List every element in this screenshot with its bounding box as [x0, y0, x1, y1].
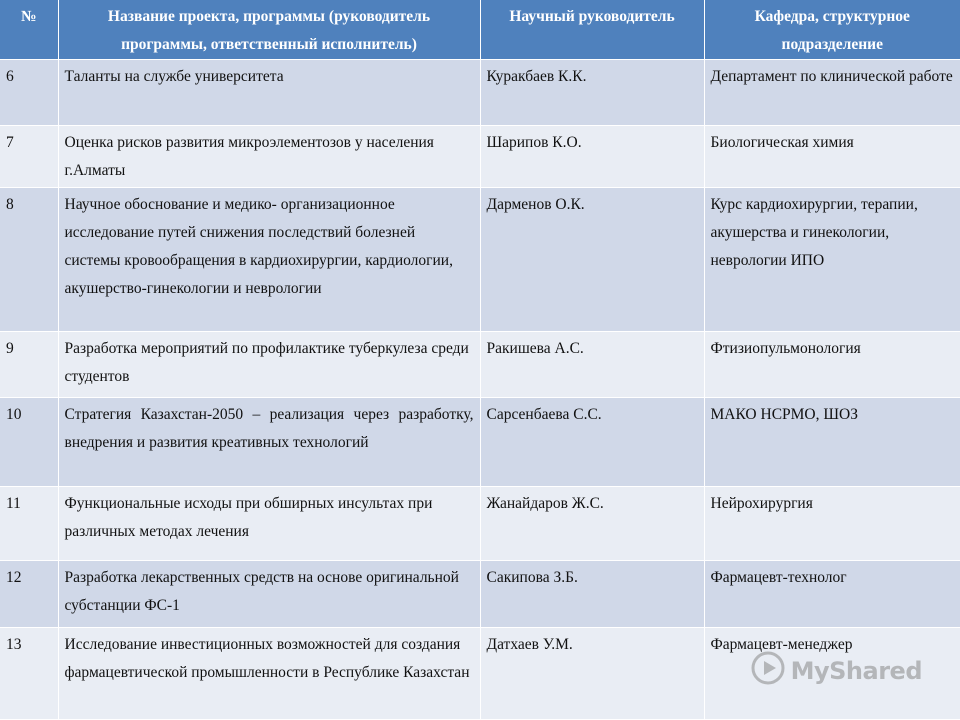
row-project-title: Функциональные исходы при обширных инсультах при различных методах лечения	[58, 487, 480, 561]
row-number: 6	[0, 60, 58, 126]
row-department: Курс кардиохирургии, терапии, акушерства и гинекологии, неврологии ИПО	[704, 188, 960, 332]
row-number: 7	[0, 126, 58, 188]
table-header-row	[0, 0, 960, 60]
table-row	[0, 188, 960, 332]
row-project-title: Стратегия Казахстан-2050 – реализация через разработку, внедрения и развития креативных технологий	[58, 398, 480, 487]
row-supervisor: Шарипов К.О.	[480, 126, 704, 188]
row-department: МАКО НСРМО, ШОЗ	[704, 398, 960, 487]
header-project-title: Название проекта, программы (руководитель программы, ответственный исполнитель)	[58, 0, 480, 60]
row-project-title: Таланты на службе университета	[58, 60, 480, 126]
header-supervisor: Научный руководитель	[480, 0, 704, 60]
row-supervisor: Куракбаев К.К.	[480, 60, 704, 126]
row-project-title: Оценка рисков развития микроэлементозов у населения г.Алматы	[58, 126, 480, 188]
row-number: 12	[0, 561, 58, 628]
row-department: Нейрохирургия	[704, 487, 960, 561]
row-supervisor: Сакипова З.Б.	[480, 561, 704, 628]
table-row	[0, 398, 960, 487]
row-number: 9	[0, 332, 58, 398]
table-row	[0, 60, 960, 126]
row-project-title: Разработка мероприятий по профилактике туберкулеза среди студентов	[58, 332, 480, 398]
table-row	[0, 332, 960, 398]
header-department: Кафедра, структурное подразделение	[704, 0, 960, 60]
row-supervisor: Дарменов О.К.	[480, 188, 704, 332]
row-number: 10	[0, 398, 58, 487]
row-department: Фармацевт-технолог	[704, 561, 960, 628]
row-number: 13	[0, 628, 58, 720]
table-row	[0, 628, 960, 720]
row-project-title: Научное обоснование и медико- организационное исследование путей снижения последствий болезней системы кровообращения в кардиохирургии, кардиологии, акушерство-гинекологии и неврологии	[58, 188, 480, 332]
table-row	[0, 561, 960, 628]
row-supervisor: Сарсенбаева С.С.	[480, 398, 704, 487]
row-department: Фармацевт-менеджер	[704, 628, 960, 720]
row-supervisor: Ракишева А.С.	[480, 332, 704, 398]
row-supervisor: Жанайдаров Ж.С.	[480, 487, 704, 561]
row-supervisor: Датхаев У.М.	[480, 628, 704, 720]
watermark-text: MyShared	[790, 656, 922, 685]
row-department: Департамент по клинической работе	[704, 60, 960, 126]
row-department: Фтизиопульмонология	[704, 332, 960, 398]
row-number: 8	[0, 188, 58, 332]
header-number: №	[0, 0, 58, 60]
table-row	[0, 487, 960, 561]
row-department: Биологическая химия	[704, 126, 960, 188]
row-project-title: Исследование инвестиционных возможностей для создания фармацевтической промышленности в Республике Казахстан	[58, 628, 480, 720]
row-number: 11	[0, 487, 58, 561]
row-project-title: Разработка лекарственных средств на основе оригинальной субстанции ФС-1	[58, 561, 480, 628]
table-row	[0, 126, 960, 188]
